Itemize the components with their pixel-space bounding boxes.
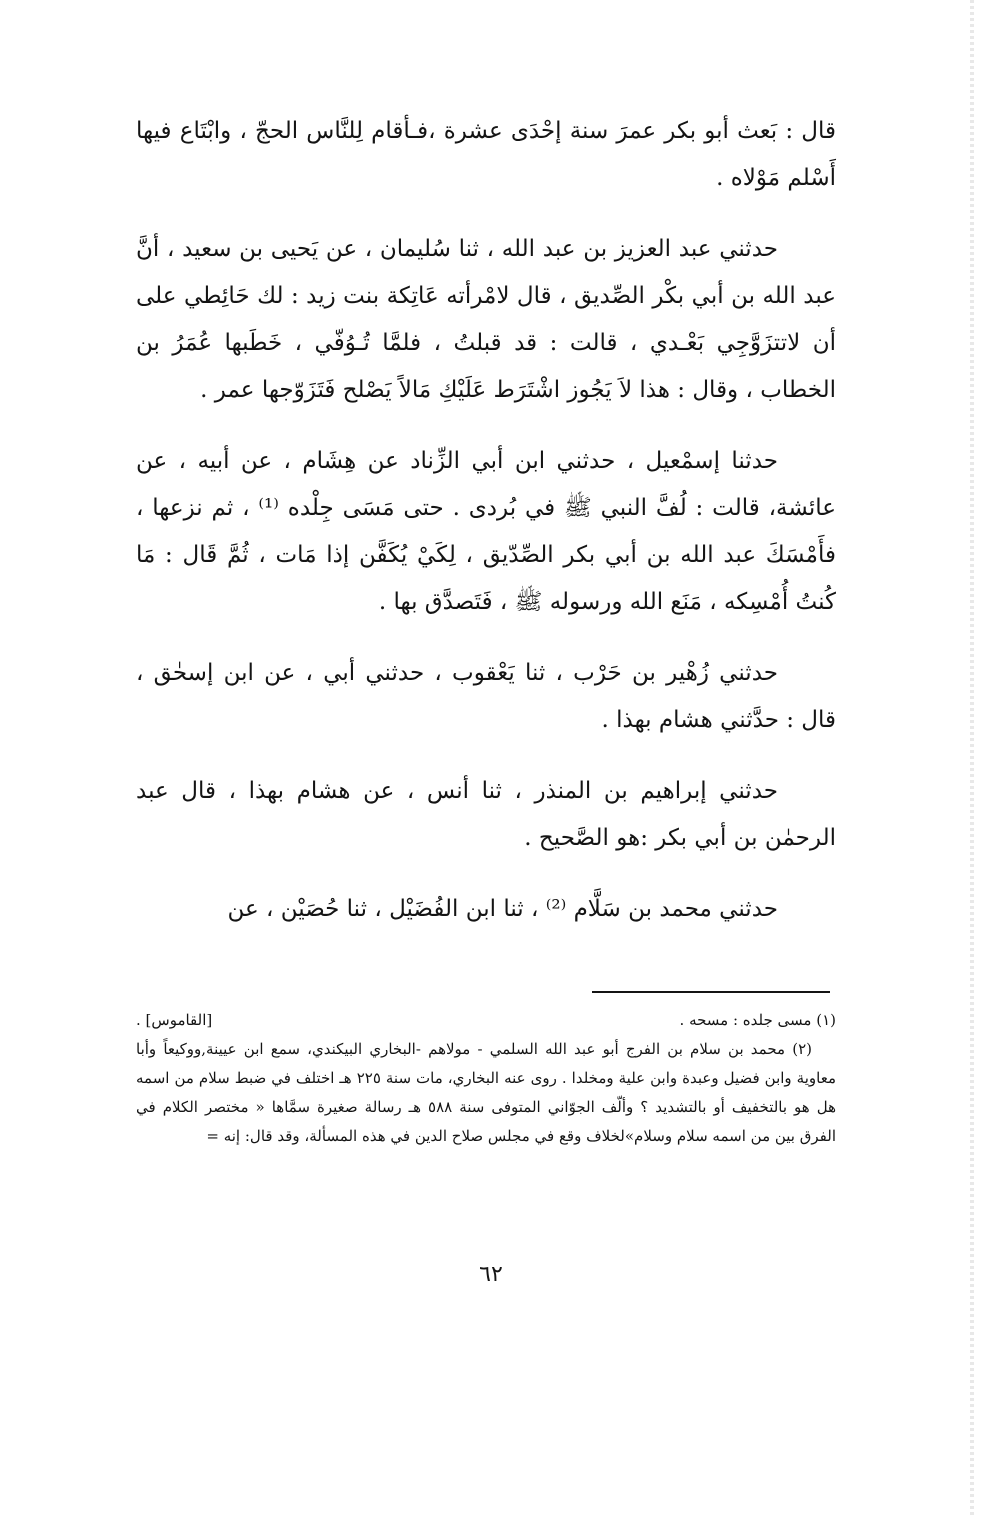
paragraph-6: حدثني محمد بن سَلَّام ⁽²⁾ ، ثنا ابن الفُضَيْل ، ثنا حُصَيْن ، عن xyxy=(227,896,778,922)
scan-edge xyxy=(970,0,974,1517)
paragraph-3: حدثنا إسمْعيل ، حدثني ابن أبي الزِّناد عن هِشَام ، عن أبيه ، عن عائشة، قالت : لُفَّ النبي ﷺ في بُردى . حتى مَسَى جِلْده ⁽¹⁾ ، ثم نزعها ، فأَمْسَكَ عبد الله بن أبي بكر الصِّدّيق ، لِكَيْ يُكَفَّن إذا مَات ، ثُمَّ قَال : مَا كُنتُ أُمْسِكه ، مَنَع الله ورسوله ﷺ ، فَتَصدَّق بها . xyxy=(136,448,836,615)
paragraph-2: حدثني عبد العزيز بن عبد الله ، ثنا سُليمان ، عن يَحيى بن سعيد ، أنَّ عبد الله بن أبي بكْر الصِّديق ، قال لامْرأته عَاتِكة بنت زيد : لك حَائِطي على أن لاتتزَوَّجِي بَعْـدي ، قالت : قد قبلتُ ، فلمَّا تُـوُفّي ، خَطَبها عُمَرُ بن الخطاب ، وقال : هذا لاَ يَجُوز اشْتَرَط عَلَيْكِ مَالاً يَصْلح فَتَزَوّجها عمر . xyxy=(136,236,836,403)
page-number: ٦٢ xyxy=(479,1262,503,1287)
footnote-1 xyxy=(136,1006,836,1035)
paragraph-5: حدثني إبراهيم بن المنذر ، ثنا أنس ، عن هشام بهذا ، قال عبد الرحمٰن بن أبي بكر :هو الصَّحيح . xyxy=(136,778,836,851)
paragraph-4: حدثني زُهْير بن حَرْب ، ثنا يَعْقوب ، حدثني أبي ، عن ابن إسحٰق ، قال : حدَّثني هشام بهذا . xyxy=(136,660,836,733)
main-text xyxy=(136,108,836,933)
footnotes xyxy=(136,1006,836,1151)
footnote-divider xyxy=(592,991,830,993)
footnote-2: (٢) محمد بن سلام بن الفرج أبو عبد الله السلمي - مولاهم -البخاري البيكندي، سمع ابن عيينة,ووكيعاً وأبا معاوية وابن فضيل وعبدة وابن علية ومخلدا . روى عنه البخاري، مات سنة ٢٢٥ هـ اختلف في ضبط سلام من اسمه هل هو بالتخفيف أو بالتشديد ؟ وألّف الجوّاني المتوفى سنة ٥٨٨ هـ رسالة صغيرة سمَّاها « مختصر الكلام في الفرق بين من اسمه سلام وسلام»لخلاف وقع في مجلس صلاح الدين في هذه المسألة، وقد قال: إنه = xyxy=(136,1040,836,1145)
footnote-1-text: (١) مسى جلده : مسحه . xyxy=(679,1011,836,1029)
paragraph-1: قال : بَعث أبو بكر عمرَ سنة إحْدَى عشرة ،فـأقام لِلنَّاس الحجّ ، وابْتَاع فيها أَسْلم مَوْلاه . xyxy=(136,118,836,191)
footnote-1-source: [القاموس] . xyxy=(136,1011,213,1029)
